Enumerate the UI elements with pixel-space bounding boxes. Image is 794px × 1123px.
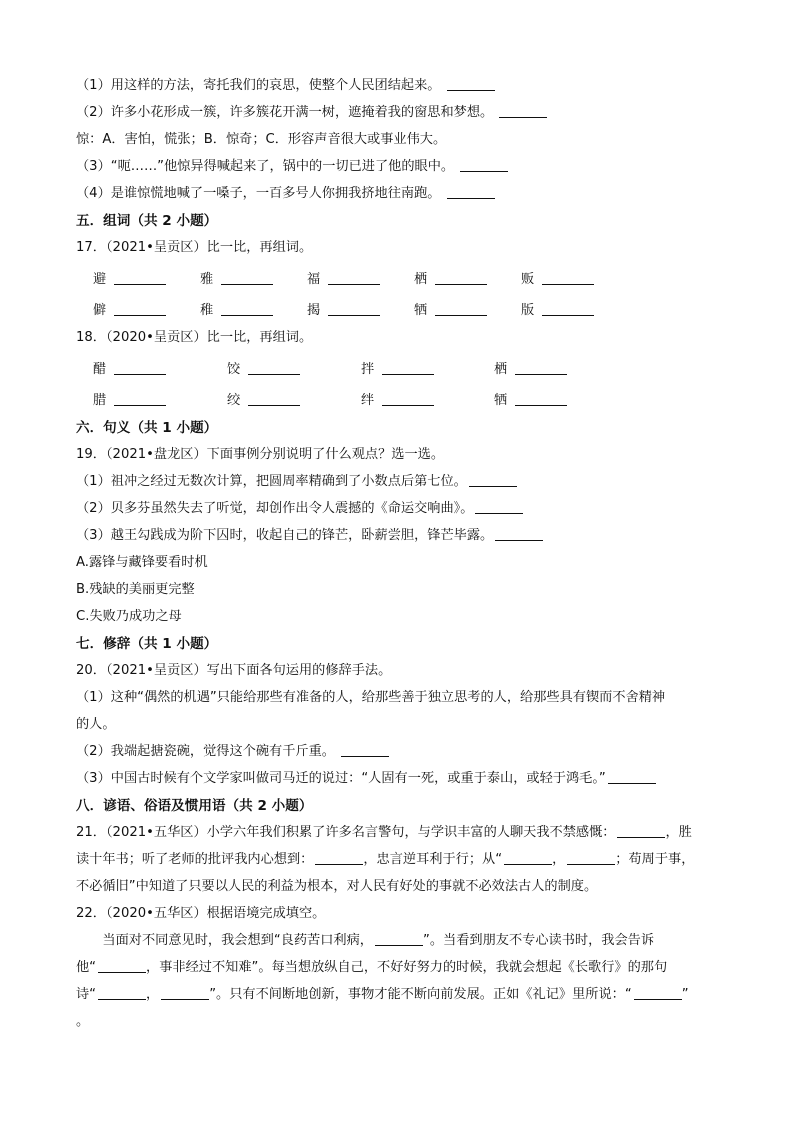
answer-blank[interactable] bbox=[98, 985, 146, 1000]
question-19: 19．（2021•盘龙区）下面事例分别说明了什么观点？选一选。 bbox=[76, 447, 445, 462]
q18-cell bbox=[227, 389, 300, 408]
answer-blank[interactable] bbox=[114, 360, 166, 375]
q21-text: ，胜 bbox=[665, 825, 692, 840]
question-20: 20．（2021•呈贡区）写出下面各句运用的修辞手法。 bbox=[76, 663, 392, 678]
jing-item-4-text: （4）是谁惊慌地喊了一嗓子，一百多号人你拥我挤地往南跑。 bbox=[76, 186, 441, 201]
answer-blank[interactable] bbox=[495, 526, 543, 541]
q21-line-2 bbox=[76, 850, 754, 870]
q21-text: ；苟周于事， bbox=[615, 852, 695, 867]
jing-item-3 bbox=[76, 157, 754, 177]
answer-blank[interactable] bbox=[114, 391, 166, 406]
q19-option-b: B.残缺的美丽更完整 bbox=[76, 582, 195, 597]
answer-blank[interactable] bbox=[221, 270, 273, 285]
definition-text: 惊：A．害怕，慌张；B．惊奇；C．形容声音很大或事业伟大。 bbox=[76, 132, 447, 147]
q17-row-1 bbox=[0, 268, 794, 288]
q17-cell bbox=[414, 299, 487, 318]
jing-item-3-text: （3）“呃……”他惊异得喊起来了，锅中的一切已进了他的眼中。 bbox=[76, 159, 455, 174]
q20-item-2-text: （2）我端起搪瓷碗，觉得这个碗有千斤重。 bbox=[76, 744, 335, 759]
q16-item-1-text: （1）用这样的方法，寄托我们的哀思，使整个人民团结起来。 bbox=[76, 78, 441, 93]
answer-blank[interactable] bbox=[499, 103, 547, 118]
answer-blank[interactable] bbox=[161, 985, 209, 1000]
answer-blank[interactable] bbox=[315, 850, 363, 865]
char: 栖 bbox=[414, 272, 428, 287]
q17-cell bbox=[200, 299, 273, 318]
q19-item-1 bbox=[76, 472, 754, 492]
q18-cell bbox=[361, 358, 434, 377]
answer-blank[interactable] bbox=[608, 769, 656, 784]
q22-line-3 bbox=[76, 985, 754, 1005]
q20-item-3 bbox=[76, 769, 754, 789]
section-heading-7: 七．修辞（共 1 小题） bbox=[76, 636, 218, 652]
section-heading-5: 五．组词（共 2 小题） bbox=[76, 213, 218, 229]
q19-item-2-text: （2）贝多芬虽然失去了听觉，却创作出令人震撼的《命运交响曲》。 bbox=[76, 501, 474, 516]
answer-blank[interactable] bbox=[542, 270, 594, 285]
q21-text: ，忠言逆耳利于行；从“ bbox=[363, 852, 503, 867]
char: 牺 bbox=[414, 303, 428, 318]
answer-blank[interactable] bbox=[328, 270, 380, 285]
answer-blank[interactable] bbox=[382, 391, 434, 406]
answer-blank[interactable] bbox=[447, 76, 495, 91]
char: 版 bbox=[521, 303, 535, 318]
q18-cell bbox=[494, 389, 567, 408]
q18-cell bbox=[494, 358, 567, 377]
section-heading-6: 六．句义（共 1 小题） bbox=[76, 420, 218, 436]
q19-item-3-text: （3）越王勾践成为阶下囚时，收起自己的锋芒，卧薪尝胆，锋芒毕露。 bbox=[76, 528, 494, 543]
definition-line bbox=[76, 130, 754, 150]
q17-cell bbox=[200, 268, 273, 287]
q20-item-3-text: （3）中国古时候有个文学家叫做司马迁的说过：“人固有一死，或重于泰山，或轻于鸿毛。” bbox=[76, 771, 606, 786]
q17-cell bbox=[307, 268, 380, 287]
q21-line-1 bbox=[76, 823, 754, 843]
char: 绞 bbox=[227, 393, 241, 408]
answer-blank[interactable] bbox=[328, 301, 380, 316]
q22-text: 他“ bbox=[76, 960, 97, 975]
q21-line-3: 不必循旧”中知道了只要以人民的利益为根本，对人民有好处的事就不必效法古人的制度。 bbox=[76, 879, 598, 894]
q16-item-2 bbox=[76, 103, 754, 123]
char: 腊 bbox=[93, 393, 107, 408]
answer-blank[interactable] bbox=[542, 301, 594, 316]
q18-cell bbox=[93, 358, 166, 377]
q20-item-1-line-1: （1）这种“偶然的机遇”只能给那些有准备的人，给那些善于独立思考的人，给那些具有锲而不舍精神 bbox=[76, 690, 666, 705]
q16-item-2-text: （2）许多小花形成一簇，许多簇花开满一树，遮掩着我的窗思和梦想。 bbox=[76, 105, 494, 120]
answer-blank[interactable] bbox=[382, 360, 434, 375]
q22-text: ”。当看到朋友不专心读书时，我会告诉 bbox=[422, 933, 655, 948]
answer-blank[interactable] bbox=[114, 301, 166, 316]
q19-option-a: A.露锋与藏锋要看时机 bbox=[76, 555, 208, 570]
q17-cell bbox=[521, 268, 594, 287]
char: 揭 bbox=[307, 303, 321, 318]
answer-blank[interactable] bbox=[447, 184, 495, 199]
char: 僻 bbox=[93, 303, 107, 318]
answer-blank[interactable] bbox=[634, 985, 682, 1000]
answer-blank[interactable] bbox=[248, 360, 300, 375]
q22-text: ，事非经过不知难”。每当想放纵自己，不好好努力的时候，我就会想起《长歌行》的那句 bbox=[146, 960, 668, 975]
question-18: 18．（2020•呈贡区）比一比，再组词。 bbox=[76, 330, 313, 345]
q18-cell bbox=[227, 358, 300, 377]
q20-item-1-line-2: 的人。 bbox=[76, 717, 116, 732]
q18-cell bbox=[361, 389, 434, 408]
answer-blank[interactable] bbox=[98, 958, 146, 973]
answer-blank[interactable] bbox=[435, 270, 487, 285]
q22-line-4: 。 bbox=[76, 1014, 90, 1029]
q17-cell bbox=[521, 299, 594, 318]
q21-text: ， bbox=[552, 852, 566, 867]
char: 福 bbox=[307, 272, 321, 287]
q21-text: 21．（2021•五华区）小学六年我们积累了许多名言警句，与学识丰富的人聊天我不禁感慨： bbox=[76, 825, 616, 840]
section-heading-8: 八．谚语、俗语及惯用语（共 2 小题） bbox=[76, 798, 313, 814]
jing-item-4 bbox=[76, 184, 754, 204]
char: 贩 bbox=[521, 272, 535, 287]
char: 稚 bbox=[200, 303, 214, 318]
char: 拌 bbox=[361, 362, 375, 377]
q17-cell bbox=[414, 268, 487, 287]
q19-option-c: C.失败乃成功之母 bbox=[76, 609, 182, 624]
char: 饺 bbox=[227, 362, 241, 377]
question-17: 17．（2021•呈贡区）比一比，再组词。 bbox=[76, 240, 313, 255]
q22-line-2 bbox=[76, 958, 754, 978]
answer-blank[interactable] bbox=[460, 157, 508, 172]
q18-row-2 bbox=[0, 389, 794, 409]
q16-item-1 bbox=[76, 76, 754, 96]
answer-blank[interactable] bbox=[504, 850, 552, 865]
q17-cell bbox=[93, 299, 166, 318]
question-22: 22．（2020•五华区）根据语境完成填空。 bbox=[76, 906, 326, 921]
q19-item-3 bbox=[76, 526, 754, 546]
answer-blank[interactable] bbox=[469, 472, 517, 487]
q18-row-1 bbox=[0, 358, 794, 378]
answer-blank[interactable] bbox=[617, 823, 665, 838]
char: 雅 bbox=[200, 272, 214, 287]
q18-cell bbox=[93, 389, 166, 408]
q20-item-2 bbox=[76, 742, 754, 762]
char: 醋 bbox=[93, 362, 107, 377]
char: 绊 bbox=[361, 393, 375, 408]
answer-blank[interactable] bbox=[515, 391, 567, 406]
answer-blank[interactable] bbox=[515, 360, 567, 375]
q17-cell bbox=[307, 299, 380, 318]
q17-row-2 bbox=[0, 299, 794, 319]
answer-blank[interactable] bbox=[435, 301, 487, 316]
answer-blank[interactable] bbox=[475, 499, 523, 514]
answer-blank[interactable] bbox=[248, 391, 300, 406]
char: 牺 bbox=[494, 393, 508, 408]
q22-text: ” bbox=[681, 987, 689, 1002]
char: 栖 bbox=[494, 362, 508, 377]
answer-blank[interactable] bbox=[114, 270, 166, 285]
q21-text: 读十年书；听了老师的批评我内心想到： bbox=[76, 852, 314, 867]
q22-line-1 bbox=[76, 931, 754, 951]
q19-item-2 bbox=[76, 499, 754, 519]
char: 避 bbox=[93, 272, 107, 287]
answer-blank[interactable] bbox=[567, 850, 615, 865]
q22-text: 诗“ bbox=[76, 987, 97, 1002]
q22-text: 当面对不同意见时，我会想到“良药苦口利病， bbox=[102, 933, 373, 948]
q17-cell bbox=[93, 268, 166, 287]
q22-text: ”。只有不间断地创新，事物才能不断向前发展。正如《礼记》里所说：“ bbox=[209, 987, 632, 1002]
q19-item-1-text: （1）祖冲之经过无数次计算，把圆周率精确到了小数点后第七位。 bbox=[76, 474, 467, 489]
q22-text: ， bbox=[146, 987, 160, 1002]
answer-blank[interactable] bbox=[375, 931, 423, 946]
answer-blank[interactable] bbox=[341, 742, 389, 757]
answer-blank[interactable] bbox=[221, 301, 273, 316]
